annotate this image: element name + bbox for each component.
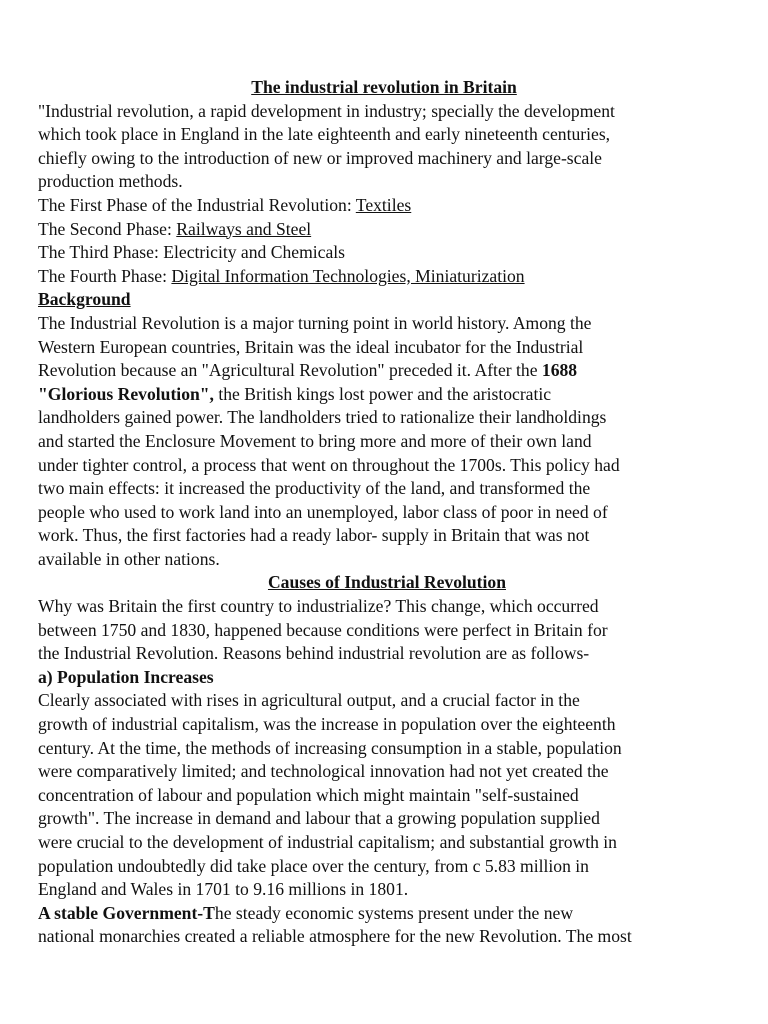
phase-label: The Fourth Phase: [38, 265, 172, 286]
causes-line: the Industrial Revolution. Reasons behind industrial revolution are as follows- [38, 643, 590, 664]
population-line: England and Wales in 1701 to 9.16 millions in 1801. [38, 879, 409, 900]
causes-heading-line [38, 571, 730, 595]
phase-label: The Second Phase: [38, 218, 177, 239]
causes-heading: Causes of Industrial Revolution [267, 572, 507, 593]
background-line: landholders gained power. The landholders tried to rationalize their landholdings [38, 407, 607, 428]
background-section [38, 288, 730, 571]
year-1688: 1688 [541, 360, 578, 381]
intro-line: production methods. [38, 171, 183, 192]
phase-label: The First Phase of the Industrial Revolution: [38, 194, 356, 215]
causes-line: Why was Britain the first country to industrialize? This change, which occurred [38, 596, 599, 617]
phases-list [38, 194, 730, 288]
phase-line [38, 194, 730, 218]
background-line [38, 383, 730, 407]
background-heading: Background [38, 289, 131, 310]
background-line: Western European countries, Britain was the ideal incubator for the Industrial [38, 336, 584, 357]
population-line: growth of industrial capitalism, was the increase in population over the eighteenth [38, 714, 616, 735]
phase-label: The Third Phase: [38, 242, 164, 263]
background-line: under tighter control, a process that went on throughout the 1700s. This policy had [38, 454, 620, 475]
population-line: were crucial to the development of industrial capitalism; and substantial growth in [38, 832, 617, 852]
causes-section [38, 571, 730, 665]
government-heading: A stable Government-T [38, 902, 215, 923]
intro-line: chiefly owing to the introduction of new or improved machinery and large-scale [38, 147, 602, 168]
phase-value: Electricity and Chemicals [163, 242, 346, 263]
phase-line [38, 265, 730, 289]
population-line: growth". The increase in demand and labour that a growing population supplied [38, 808, 600, 829]
background-line: work. Thus, the first factories had a ready labor- supply in Britain that was not [38, 525, 590, 546]
document-page [38, 76, 730, 949]
population-line: population undoubtedly did take place over the century, from c 5.83 million in [38, 855, 589, 876]
population-line: century. At the time, the methods of increasing consumption in a stable, population [38, 737, 622, 758]
phase-value: Textiles [355, 194, 412, 215]
population-line: concentration of labour and population which might maintain "self-sustained [38, 784, 579, 805]
background-heading-line [38, 288, 730, 312]
background-line: and started the Enclosure Movement to bring more and more of their own land [38, 430, 592, 451]
background-line: available in other nations. [38, 548, 220, 569]
background-text: the British kings lost power and the aristocratic [213, 383, 552, 404]
background-line: The Industrial Revolution is a major turning point in world history. Among the [38, 312, 592, 333]
phase-line [38, 241, 730, 265]
title-line [38, 76, 730, 100]
phase-value: Railways and Steel [176, 218, 312, 239]
intro-line: which took place in England in the late eighteenth and early nineteenth centuries, [38, 124, 611, 145]
causes-line: between 1750 and 1830, happened because conditions were perfect in Britain for [38, 619, 608, 640]
population-line: Clearly associated with rises in agricultural output, and a crucial factor in the [38, 690, 580, 711]
population-line: were comparatively limited; and technological innovation had not yet created the [38, 761, 609, 782]
document-title: The industrial revolution in Britain [251, 77, 517, 97]
government-section [38, 902, 730, 949]
intro-paragraph [38, 100, 730, 194]
intro-line: "Industrial revolution, a rapid development in industry; specially the development [38, 100, 615, 121]
phase-value: Digital Information Technologies, Miniaturization [171, 265, 525, 286]
population-section [38, 666, 730, 902]
phase-line [38, 218, 730, 242]
government-text: he steady economic systems present under the new [214, 902, 574, 923]
background-line [38, 359, 730, 383]
population-heading-line [38, 666, 730, 690]
background-line: two main effects: it increased the productivity of the land, and transformed the [38, 478, 591, 499]
background-line: people who used to work land into an unemployed, labor class of poor in need of [38, 501, 608, 522]
population-heading: a) Population Increases [38, 666, 214, 687]
government-line [38, 902, 730, 926]
glorious-revolution: "Glorious Revolution", [38, 383, 214, 404]
government-line: national monarchies created a reliable atmosphere for the new Revolution. The most [38, 926, 632, 947]
background-text: Revolution because an "Agricultural Revolution" preceded it. After the [38, 360, 542, 381]
